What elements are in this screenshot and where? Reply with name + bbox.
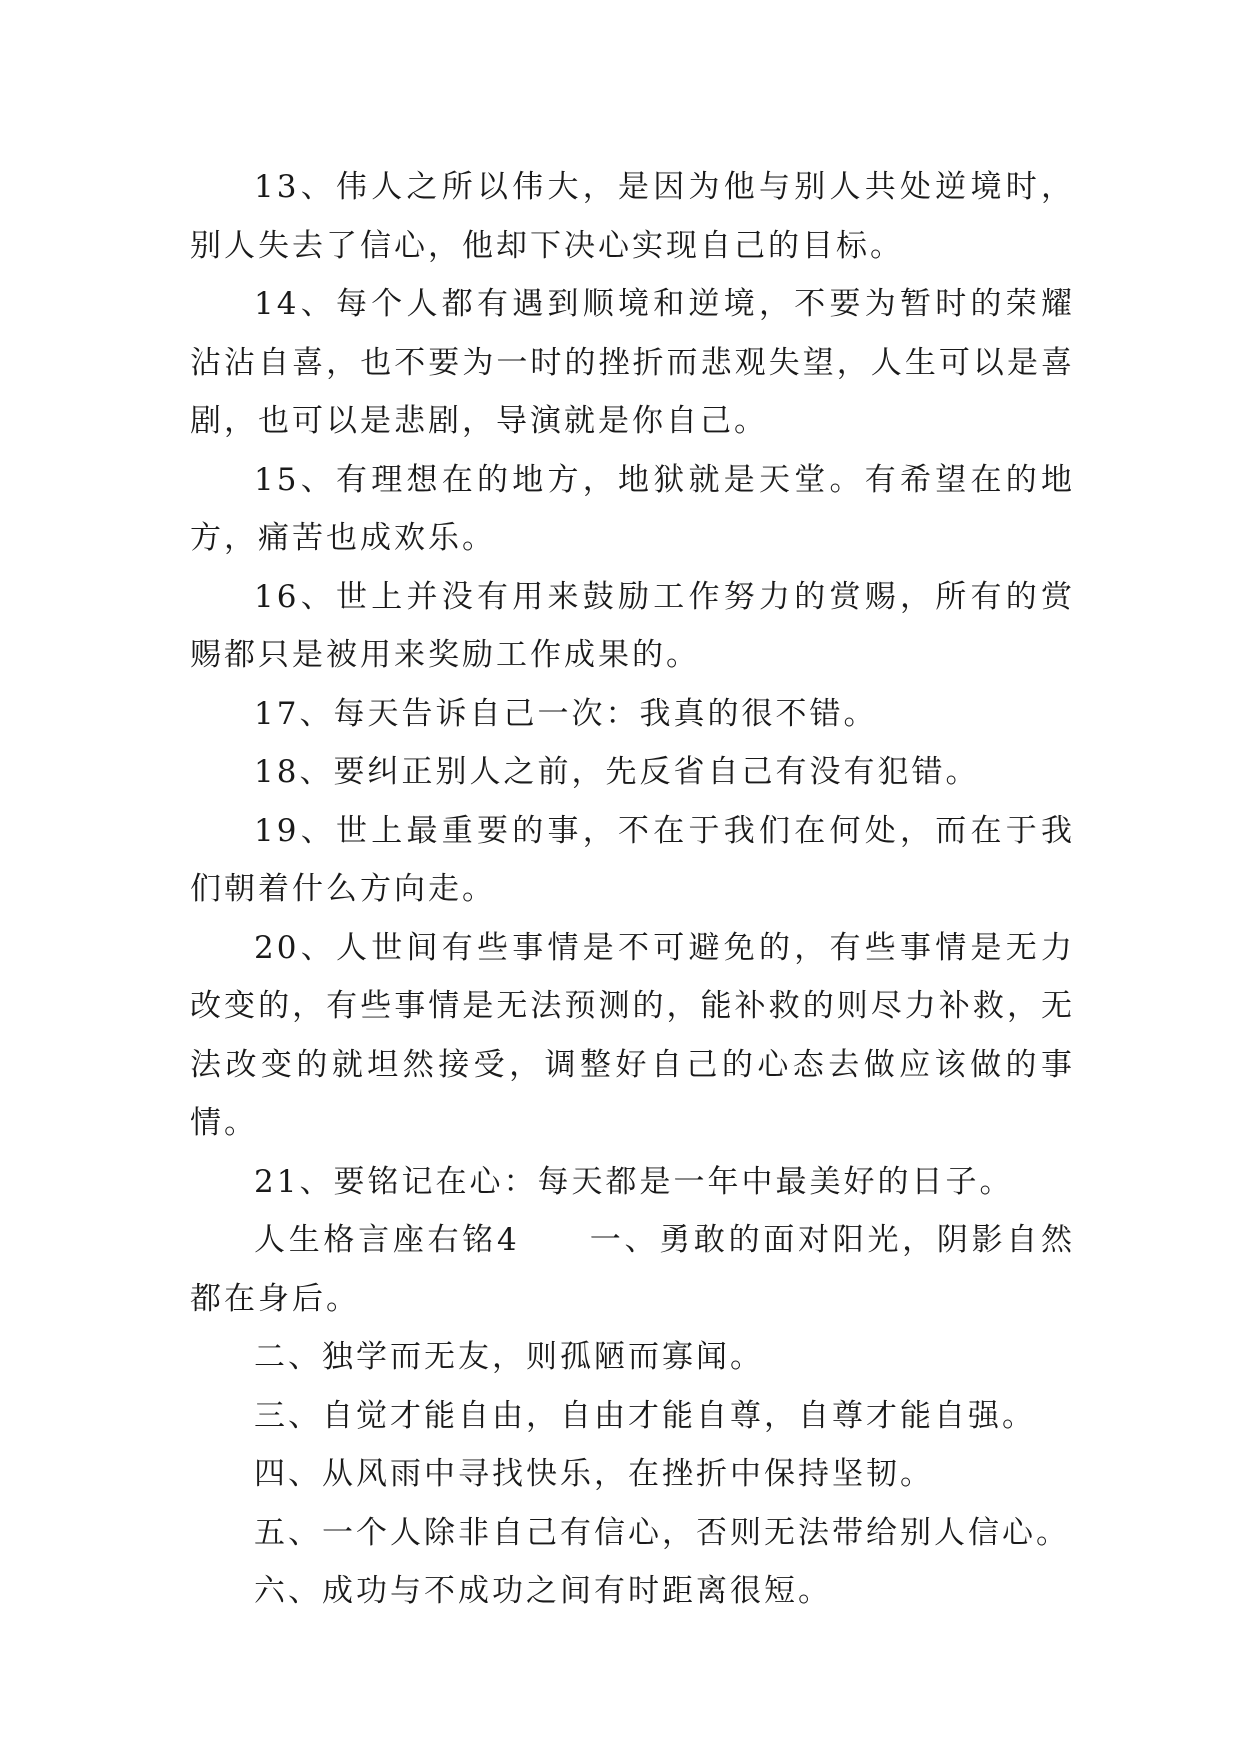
paragraph-14: 14、每个人都有遇到顺境和逆境，不要为暂时的荣耀沾沾自喜，也不要为一时的挫折而悲观失望，人生可以是喜剧，也可以是悲剧，导演就是你自己。 bbox=[190, 286, 1075, 439]
paragraph-21: 21、要铭记在心：每天都是一年中最美好的日子。 bbox=[254, 1163, 1014, 1200]
paragraph-17: 17、每天告诉自己一次：我真的很不错。 bbox=[254, 695, 878, 732]
paragraph-five: 五、一个人除非自己有信心，否则无法带给别人信心。 bbox=[254, 1514, 1070, 1551]
document-body bbox=[190, 158, 1075, 1621]
paragraph-four: 四、从风雨中寻找快乐，在挫折中保持坚韧。 bbox=[254, 1456, 934, 1492]
paragraph-20: 20、人世间有些事情是不可避免的，有些事情是无力改变的，有些事情是无法预测的，能补救的则尽力补救，无法改变的就坦然接受，调整好自己的心态去做应该做的事情。 bbox=[190, 929, 1075, 1141]
paragraph-13: 13、伟人之所以伟大，是因为他与别人共处逆境时，别人失去了信心，他却下决心实现自己的目标。 bbox=[190, 169, 1075, 264]
paragraph-15: 15、有理想在的地方，地狱就是天堂。有希望在的地方，痛苦也成欢乐。 bbox=[190, 461, 1075, 556]
paragraph-two: 二、独学而无友，则孤陋而寡闻。 bbox=[254, 1339, 764, 1375]
paragraph-three: 三、自觉才能自由，自由才能自尊，自尊才能自强。 bbox=[254, 1397, 1036, 1434]
paragraph-six: 六、成功与不成功之间有时距离很短。 bbox=[254, 1573, 832, 1609]
paragraph-16: 16、世上并没有用来鼓励工作努力的赏赐，所有的赏赐都只是被用来奖励工作成果的。 bbox=[190, 578, 1075, 673]
paragraph-18: 18、要纠正别人之前，先反省自己有没有犯错。 bbox=[254, 754, 980, 790]
section-heading-paragraph: 人生格言座右铭4 一、勇敢的面对阳光，阴影自然都在身后。 bbox=[190, 1222, 1075, 1317]
paragraph-19: 19、世上最重要的事，不在于我们在何处，而在于我们朝着什么方向走。 bbox=[190, 812, 1075, 907]
